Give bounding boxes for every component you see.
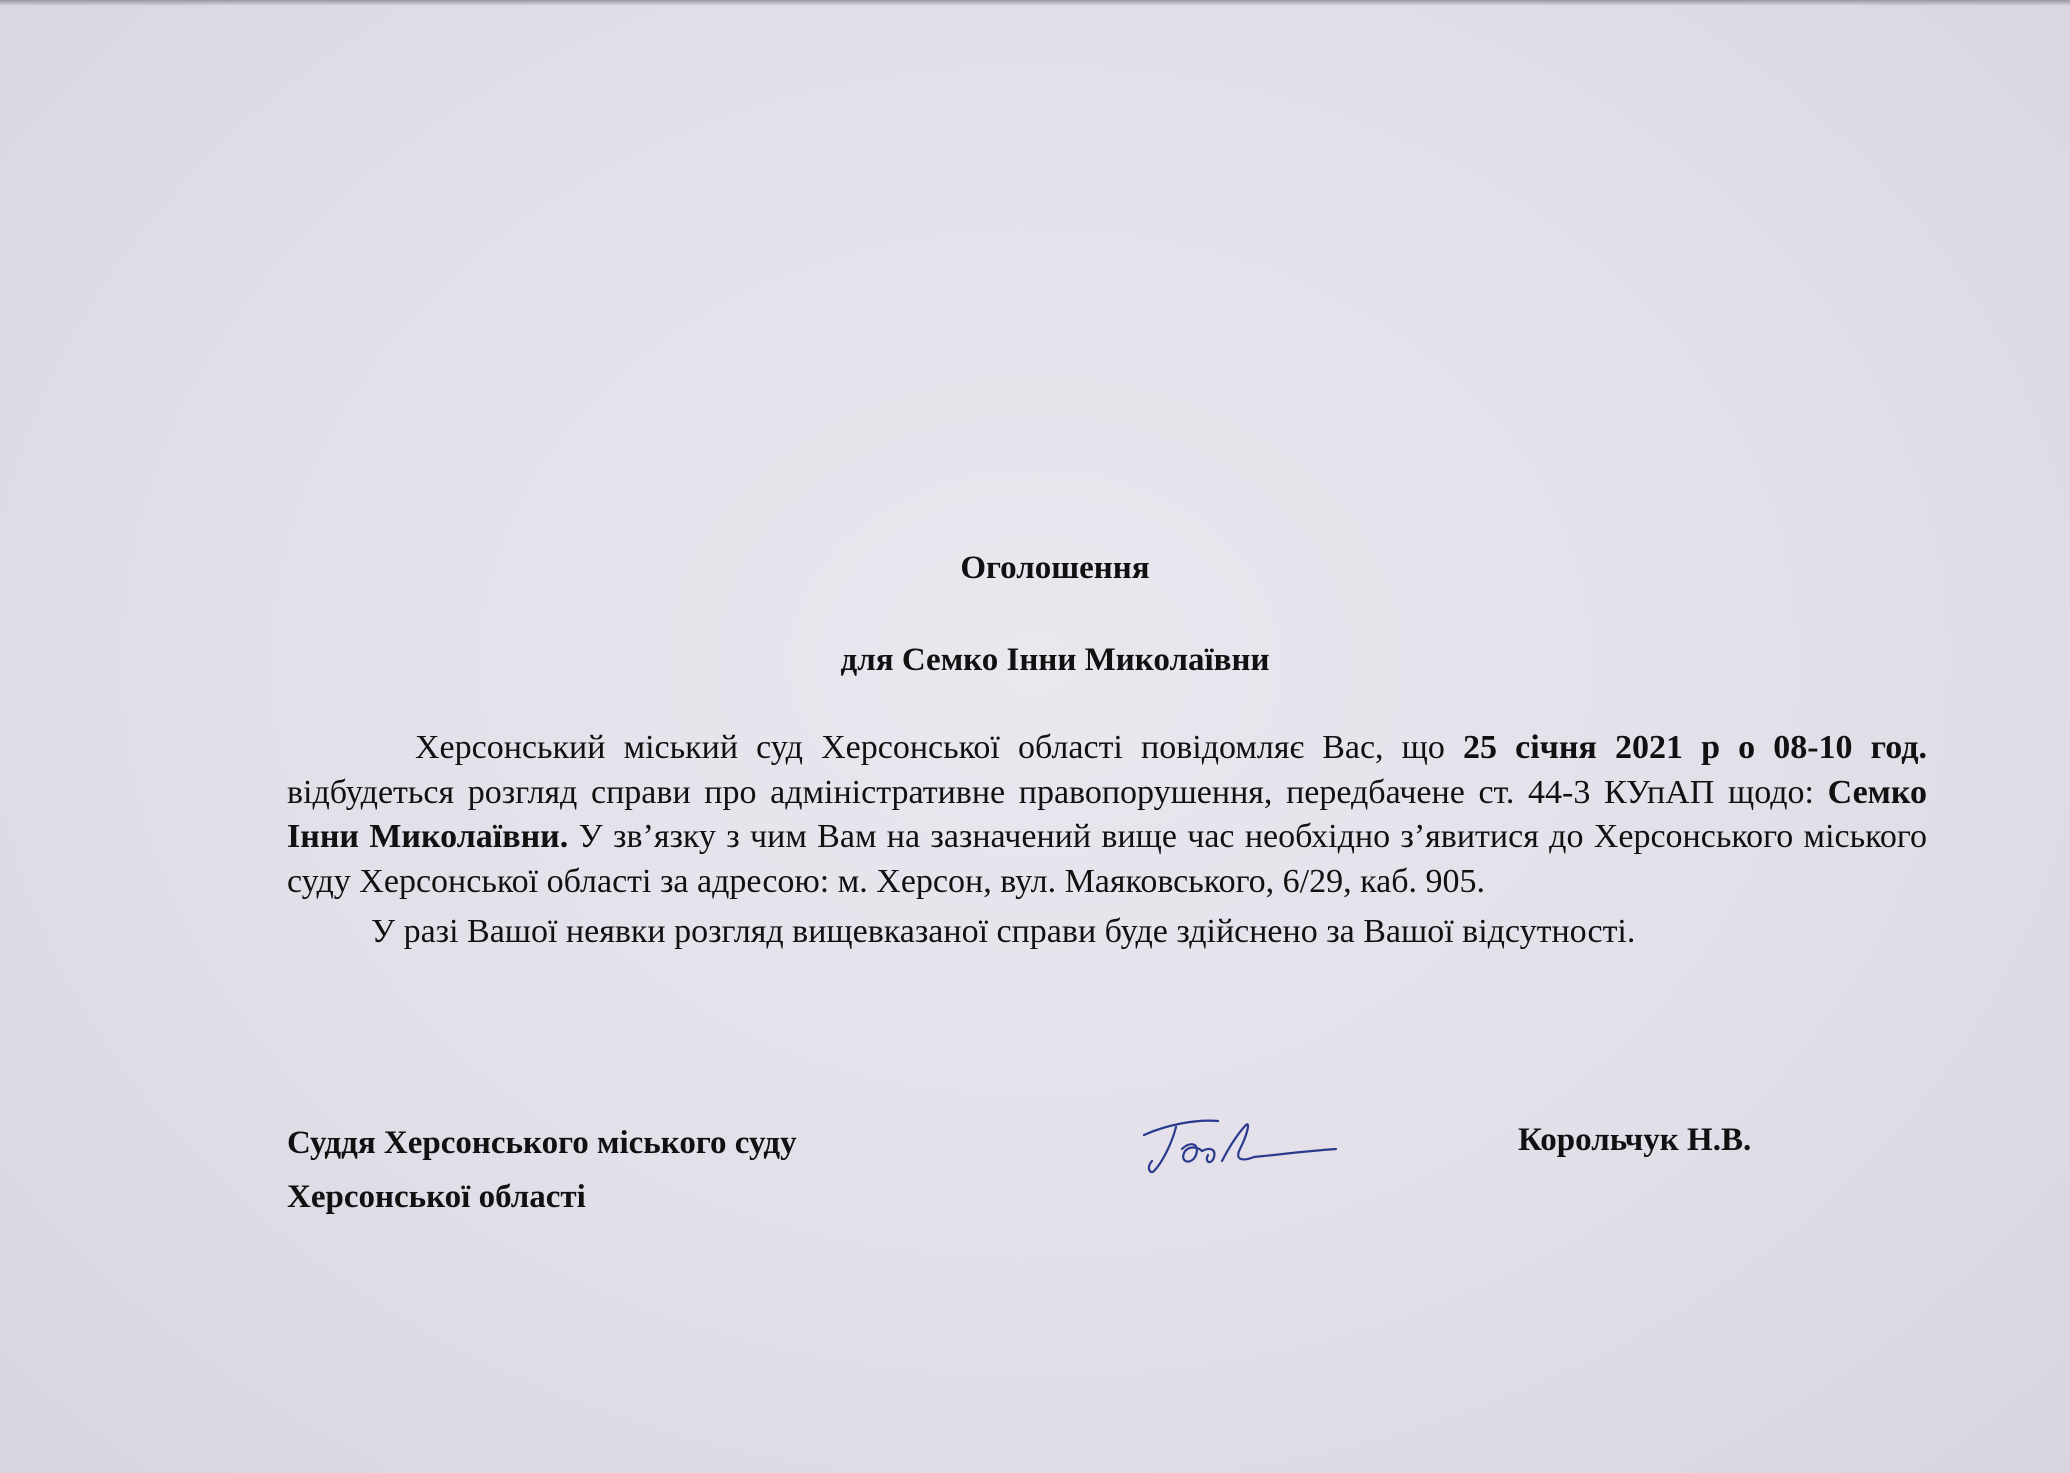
paragraph-intro: Херсонський міський суд Херсонської області повідомляє Вас, що bbox=[415, 729, 1463, 766]
judge-position-line-1: Суддя Херсонського міського суду bbox=[287, 1125, 797, 1161]
document-title: Оголошення bbox=[960, 550, 1150, 586]
judge-name: Корольчук Н.В. bbox=[1518, 1122, 1752, 1158]
person-name: Семко Інни Миколаївни. bbox=[287, 773, 1927, 855]
hearing-date-time: 25 січня 2021 р о 08-10 год. bbox=[1463, 729, 1927, 766]
judge-position-line-2: Херсонської області bbox=[287, 1179, 586, 1215]
paragraph-middle: відбудеться розгляд справи про адміністративне правопорушення, передбачене ст. 44-3 КУпАП щодо: bbox=[287, 773, 1828, 811]
judge-position bbox=[287, 1116, 797, 1224]
paragraph-ending: У зв’язку з чим Вам на зазначений вище час необхідно з’явитися до Херсонського міського суду Херсонської області за адресою: м. Херсон, вул. Маяковського, 6/29, каб. 905. bbox=[287, 818, 1928, 900]
scan-edge-shadow bbox=[0, 0, 2070, 6]
notice-body bbox=[287, 726, 1927, 955]
handwritten-signature bbox=[1136, 1105, 1346, 1185]
notice-paragraph-2: У разі Вашої неявки розгляд вищевказаної справи буде здійснено за Вашої відсутності. bbox=[371, 913, 1636, 950]
document-addressee: для Семко Інни Миколаївни bbox=[840, 642, 1270, 678]
notice-paragraph-1 bbox=[287, 726, 1927, 904]
